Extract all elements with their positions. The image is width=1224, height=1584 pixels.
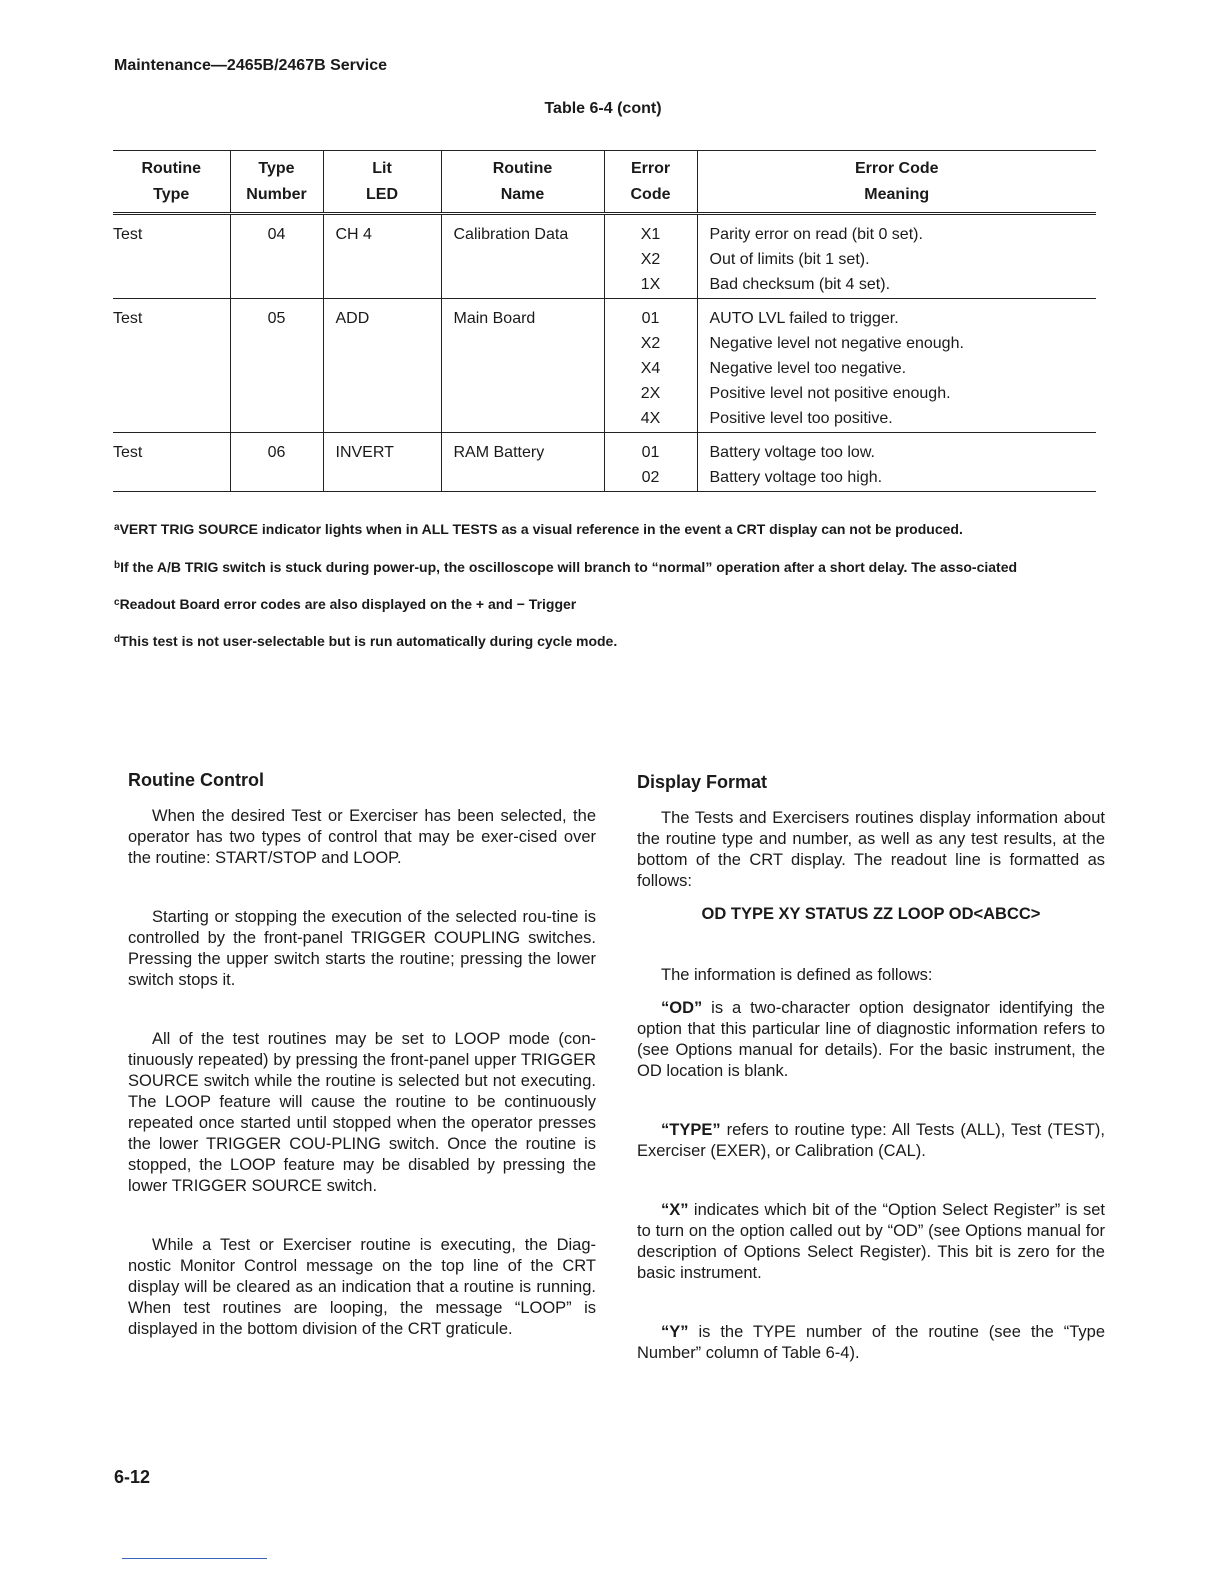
error-code: 1X (640, 276, 661, 293)
cell-error-meaning (697, 214, 1096, 299)
error-code: 2X (640, 385, 661, 402)
table-row (113, 214, 1096, 299)
table-row (113, 433, 1096, 492)
error-meaning: AUTO LVL failed to trigger. (709, 310, 899, 327)
footnote-b: $^b$If the A/B TRIG switch is stuck during power-up, the oscilloscope will branch to “normal” operation after a short delay. The asso-ciated (114, 559, 1018, 575)
readout-format: OD TYPE XY STATUS ZZ LOOP OD<ABCC> (701, 905, 1041, 923)
paragraph: While a Test or Exerciser routine is executing, the Diag-nostic Monitor Control message on the top line of the CRT display will be cleared as an indication that a routine is running. When test routines are looping, the message “LOOP” is displayed in the bottom division of the CRT graticule. (128, 1236, 596, 1338)
cell-lit-led: CH 4 (323, 214, 441, 299)
cell-type-number: 06 (230, 433, 323, 492)
column-header: Type Number (230, 151, 323, 214)
error-meaning: Negative level too negative. (709, 360, 907, 377)
cell-error-meaning (697, 299, 1096, 433)
cell-error-code (604, 433, 697, 492)
error-meaning: Battery voltage too low. (709, 444, 875, 461)
scan-edge-line (122, 1558, 267, 1559)
error-code: X2 (640, 251, 661, 268)
footnote-a: $^a$VERT TRIG SOURCE indicator lights when in ALL TESTS as a visual reference in the event a CRT display can not be produced. (114, 521, 963, 537)
definition-od: “OD” is a two-character option designator identifying the option that this particular line of diagnostic information refers to (see Options manual for details). For the basic instrument, the OD location is blank. (637, 999, 1105, 1080)
cell-lit-led: ADD (323, 299, 441, 433)
table-caption: Table 6-4 (cont) (544, 100, 662, 117)
paragraph: Starting or stopping the execution of the selected rou-tine is controlled by the front-panel TRIGGER COUPLING switches. Pressing the upper switch starts the routine; pressing the lower switch stops it. (128, 908, 596, 989)
error-code: 01 (641, 310, 660, 327)
error-meaning: Positive level too positive. (709, 410, 893, 427)
footnote-d: $^d$This test is not user-selectable but is run automatically during cycle mode. (114, 633, 618, 649)
error-code: 01 (641, 444, 660, 461)
column-header: Routine Name (441, 151, 604, 214)
error-meaning: Battery voltage too high. (709, 469, 883, 486)
page-number: 6-12 (114, 1467, 151, 1487)
error-meaning: Out of limits (bit 1 set). (709, 251, 870, 268)
paragraph: When the desired Test or Exerciser has been selected, the operator has two types of control that may be exer-cised over the routine: START/STOP and LOOP. (128, 807, 596, 867)
column-header: Error Code (604, 151, 697, 214)
error-code: 4X (640, 410, 661, 427)
cell-routine-type: Test (113, 299, 230, 433)
cell-routine-name: Main Board (441, 299, 604, 433)
cell-lit-led: INVERT (323, 433, 441, 492)
definition-x: “X” indicates which bit of the “Option Select Register” is set to turn on the option called out by “OD” (see Options manual for description of Options Select Register). This bit is zero for the basic instrument. (637, 1201, 1105, 1282)
error-code-table (113, 150, 1096, 492)
definition-type: “TYPE” refers to routine type: All Tests (ALL), Test (TEST), Exerciser (EXER), or Calibration (CAL). (637, 1121, 1105, 1160)
cell-routine-type: Test (113, 433, 230, 492)
definition-y: “Y” is the TYPE number of the routine (see the “Type Number” column of Table 6-4). (637, 1323, 1105, 1362)
paragraph: All of the test routines may be set to LOOP mode (con-tinuously repeated) by pressing the front-panel upper TRIGGER SOURCE switch while the routine is selected but not executing. The LOOP feature will cause the routine to be continuously repeated once started until stopped when the operator presses the lower TRIGGER COU-PLING switch. Once the routine is stopped, the LOOP feature may be disabled by pressing the lower TRIGGER SOURCE switch. (128, 1030, 596, 1195)
error-meaning: Negative level not negative enough. (709, 335, 964, 352)
cell-error-meaning (697, 433, 1096, 492)
error-code: 02 (641, 469, 660, 486)
error-code: X2 (640, 335, 661, 352)
table-header-row (113, 151, 1096, 214)
section-heading: Routine Control (128, 770, 264, 790)
running-head: Maintenance—2465B/2467B Service (114, 57, 388, 74)
routine-control-section (128, 768, 596, 1392)
cell-error-code (604, 299, 697, 433)
cell-routine-name: RAM Battery (441, 433, 604, 492)
table-row (113, 299, 1096, 433)
section-heading: Display Format (637, 772, 768, 792)
paragraph: The Tests and Exercisers routines display information about the routine type and number, as well as any test results, at the bottom of the CRT display. The readout line is formatted as follows: (637, 809, 1105, 890)
cell-routine-type: Test (113, 214, 230, 299)
footnotes (114, 520, 1104, 670)
cell-routine-name: Calibration Data (441, 214, 604, 299)
error-code: X4 (640, 360, 661, 377)
error-meaning: Bad checksum (bit 4 set). (709, 276, 891, 293)
footnote-c: $^c$Readout Board error codes are also displayed on the + and − Trigger (114, 596, 577, 612)
cell-type-number: 04 (230, 214, 323, 299)
cell-error-code (604, 214, 697, 299)
column-header: Routine Type (113, 151, 230, 214)
paragraph: The information is defined as follows: (661, 966, 933, 984)
error-code: X1 (640, 226, 661, 243)
display-format-section (637, 770, 1105, 1416)
error-meaning: Parity error on read (bit 0 set). (709, 226, 923, 243)
column-header: Error Code Meaning (697, 151, 1096, 214)
cell-type-number: 05 (230, 299, 323, 433)
error-meaning: Positive level not positive enough. (709, 385, 951, 402)
column-header: Lit LED (323, 151, 441, 214)
